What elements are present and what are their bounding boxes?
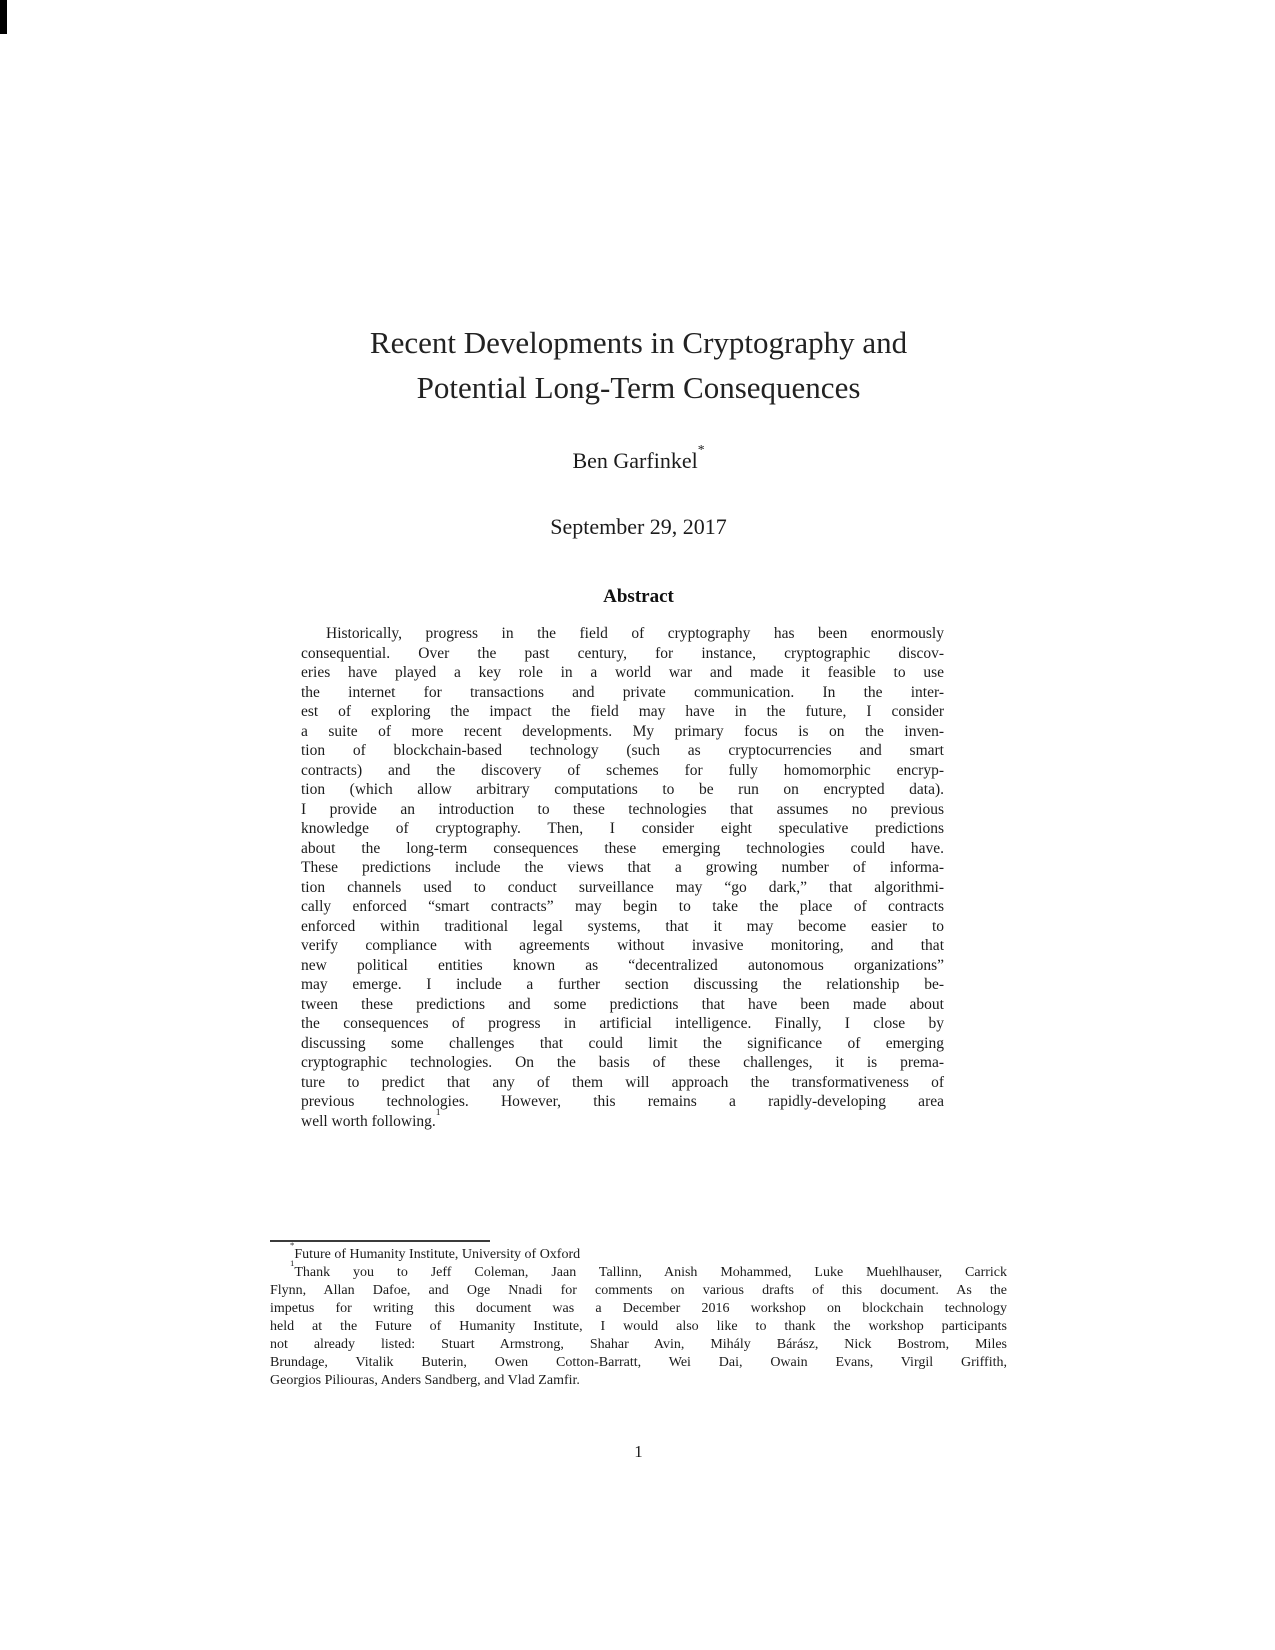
- footnote-ack-middle-lines: [270, 1282, 1007, 1372]
- abstract-first-line: Historically, progress in the field of cryptography has been enormously: [326, 625, 944, 642]
- abstract-last-line-text: well worth following.: [301, 1112, 436, 1130]
- abstract-line: tion channels used to conduct surveillance may “go dark,” that algorithmi-: [301, 878, 944, 896]
- abstract-line: consequential. Over the past century, for instance, cryptographic discov-: [301, 644, 944, 662]
- abstract-text: [301, 624, 944, 1131]
- author-footnote-marker: *: [697, 441, 705, 457]
- abstract-footnote-ref: 1: [435, 1107, 441, 1119]
- footnote-affiliation-marker: *: [290, 1240, 295, 1251]
- footnote-ack-first-line: [270, 1258, 1007, 1282]
- abstract-line: the consequences of progress in artificial intelligence. Finally, I close by: [301, 1015, 944, 1032]
- page-number: 1: [634, 1442, 643, 1461]
- footnote-ack-first-line-text: Thank you to Jeff Coleman, Jaan Tallinn, Anish Mohammed, Luke Muehlhauser, Carrick: [294, 1265, 1007, 1280]
- abstract-last-line: [301, 1107, 944, 1132]
- abstract-line: contracts) and the discovery of schemes for fully homomorphic encryp-: [301, 761, 944, 779]
- footnote-ack-marker: 1: [290, 1258, 295, 1269]
- paper-title-line1: Recent Developments in Cryptography and: [369, 325, 908, 360]
- abstract-line: tion of blockchain-based technology (such as cryptocurrencies and smart: [301, 742, 944, 759]
- footnote-ack-line: not already listed: Stuart Armstrong, Shahar Avin, Mihály Bárász, Nick Bostrom, Miles: [270, 1337, 1007, 1352]
- author-line: [270, 441, 1007, 474]
- footnote-ack-line: impetus for writing this document was a December 2016 workshop on blockchain technology: [270, 1301, 1007, 1316]
- footnote-ack-line: held at the Future of Humanity Institute, I would also like to thank the workshop participants: [270, 1319, 1007, 1334]
- abstract-line: about the long-term consequences these emerging technologies could have.: [301, 839, 944, 857]
- abstract-line: tion (which allow arbitrary computations to be run on encrypted data).: [301, 781, 944, 798]
- paper-title-line2: Potential Long-Term Consequences: [416, 370, 861, 405]
- abstract-line: est of exploring the impact the field may have in the future, I consider: [301, 703, 944, 720]
- abstract-line: enforced within traditional legal systems, that it may become easier to: [301, 917, 944, 935]
- abstract-line: a suite of more recent developments. My primary focus is on the inven-: [301, 722, 944, 740]
- paper-title: [270, 320, 1007, 410]
- footnote-affiliation: [270, 1240, 1007, 1264]
- abstract-line: knowledge of cryptography. Then, I consider eight speculative predictions: [301, 820, 944, 837]
- author-name: Ben Garfinkel: [572, 448, 698, 473]
- footnote-ack-line: Flynn, Allan Dafoe, and Oge Nnadi for comments on various drafts of this document. As the: [270, 1283, 1007, 1298]
- abstract-line: previous technologies. However, this remains a rapidly-developing area: [301, 1093, 944, 1110]
- abstract-line: discussing some challenges that could limit the significance of emerging: [301, 1034, 944, 1052]
- abstract-line: ture to predict that any of them will approach the transformativeness of: [301, 1073, 944, 1091]
- abstract-line: new political entities known as “decentralized autonomous organizations”: [301, 956, 944, 974]
- abstract-line: cally enforced “smart contracts” may begin to take the place of contracts: [301, 898, 944, 915]
- abstract-line: verify compliance with agreements without invasive monitoring, and that: [301, 937, 944, 954]
- footnote-ack-last-line: Georgios Piliouras, Anders Sandberg, and Vlad Zamfir.: [270, 1373, 580, 1388]
- abstract-line: eries have played a key role in a world war and made it feasible to use: [301, 664, 944, 681]
- abstract-middle-lines: [301, 644, 944, 1112]
- abstract-line: I provide an introduction to these technologies that assumes no previous: [301, 800, 944, 818]
- date-line: September 29, 2017: [550, 514, 727, 539]
- footnote-rule: [270, 1240, 490, 1242]
- footnotes-section: [270, 1240, 1007, 1390]
- footnote-affiliation-text: Future of Humanity Institute, University of Oxford: [294, 1247, 581, 1262]
- abstract-heading: Abstract: [603, 586, 674, 607]
- abstract-line: tween these predictions and some predictions that have been made about: [301, 995, 944, 1013]
- footnote-ack-line: Brundage, Vitalik Buterin, Owen Cotton-Barratt, Wei Dai, Owain Evans, Virgil Griffith,: [270, 1355, 1007, 1370]
- scan-artifact: [0, 0, 7, 34]
- abstract-line: the internet for transactions and private communication. In the inter-: [301, 683, 944, 701]
- abstract-line: These predictions include the views that a growing number of informa-: [301, 859, 944, 876]
- abstract-line: cryptographic technologies. On the basis of these challenges, it is prema-: [301, 1054, 944, 1071]
- abstract-line: may emerge. I include a further section discussing the relationship be-: [301, 976, 944, 993]
